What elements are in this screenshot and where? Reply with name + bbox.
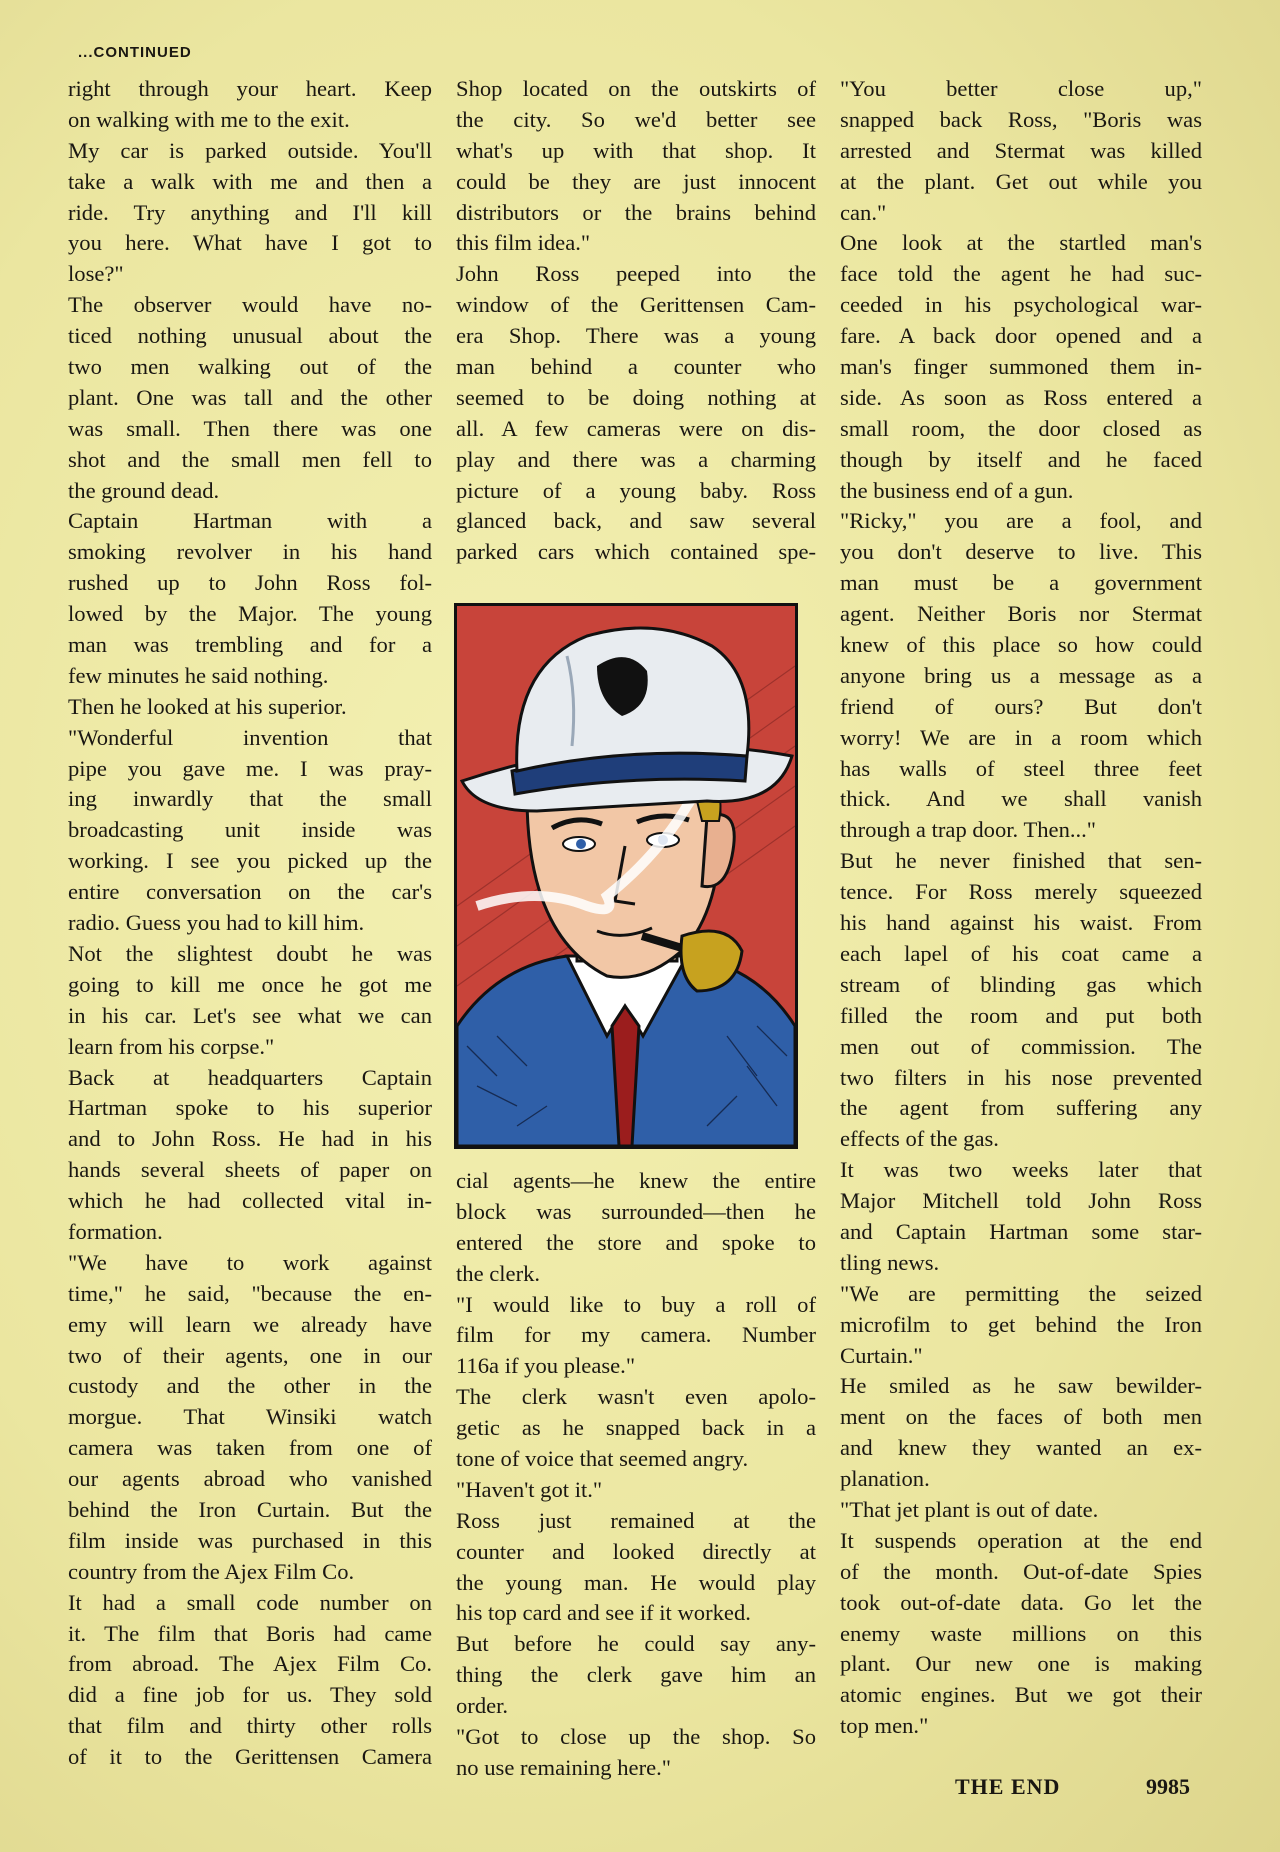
text-line: top men." [840,1713,929,1739]
text-line: tling news. [840,1249,940,1275]
text-line: going to kill me once he got me [68,971,432,997]
text-line: on walking with me to the exit. [68,106,350,132]
text-line: through a trap door. Then..." [840,817,1097,843]
text-line: atomic engines. But we got their [840,1682,1202,1708]
text-line: My car is parked outside. You'll [68,137,432,163]
text-line: Back at headquarters Captain [68,1064,432,1090]
text-line: It was two weeks later that [840,1157,1202,1183]
text-line: One look at the startled man's [840,230,1202,256]
text-line: film for my camera. Number [456,1322,816,1348]
text-line: entire conversation on the car's [68,879,432,905]
text-column-3 [840,74,1202,1742]
text-line: ment on the faces of both men [840,1404,1202,1430]
text-line: that film and thirty other rolls [68,1713,432,1739]
text-line: Ross just remained at the [456,1507,816,1533]
text-line: broadcasting unit inside was [68,817,432,843]
text-line: pipe you gave me. I was pray- [68,755,432,781]
text-line: which he had collected vital in- [68,1188,432,1214]
text-line: It suspends operation at the end [840,1527,1202,1553]
column-2-top-text [456,74,816,568]
text-line: parked cars which contained spe- [456,539,816,565]
text-line: thick. And we shall vanish [840,786,1202,812]
text-line: the ground dead. [68,477,220,503]
text-line: men out of commission. The [840,1033,1202,1059]
text-line: man must be a government [840,570,1202,596]
text-line: and Captain Hartman some star- [840,1218,1202,1244]
text-line: "We are permitting the seized [840,1280,1202,1306]
text-column-1 [68,74,432,1773]
text-line: He smiled as he saw bewilder- [840,1373,1202,1399]
text-line: 116a if you please." [456,1353,636,1379]
text-line: few minutes he said nothing. [68,662,329,688]
text-line: two filters in his nose prevented [840,1064,1202,1090]
text-line: you don't deserve to live. This [840,539,1202,565]
text-line: shot and the small men fell to [68,446,432,472]
text-line: thing the clerk gave him an [456,1662,816,1688]
text-line: order. [456,1693,509,1719]
text-line: was small. Then there was one [68,415,432,441]
text-line: Major Mitchell told John Ross [840,1188,1202,1214]
text-line: the city. So we'd better see [456,106,816,132]
text-line: knew of this place so how could [840,632,1202,658]
text-line: snapped back Ross, "Boris was [840,106,1202,132]
text-line: The clerk wasn't even apolo- [456,1384,816,1410]
text-line: "Wonderful invention that [68,724,432,750]
text-line: morgue. That Winsiki watch [68,1404,432,1430]
text-line: John Ross peeped into the [456,261,816,287]
text-line: each lapel of his coat came a [840,940,1202,966]
text-line: in his car. Let's see what we can [68,1002,432,1028]
text-line: worry! We are in a room which [840,724,1202,750]
text-line: Not the slightest doubt he was [68,940,432,966]
text-line: era Shop. There was a young [456,323,816,349]
text-line: enemy waste millions on this [840,1620,1202,1646]
text-line: friend of ours? But don't [840,693,1202,719]
text-line: take a walk with me and then a [68,168,432,194]
text-line: of it to the Gerittensen Camera [68,1744,432,1770]
text-line: our agents abroad who vanished [68,1466,432,1492]
text-line: took out-of-date data. Go let the [840,1589,1202,1615]
text-line: effects of the gas. [840,1126,999,1152]
text-line: planation. [840,1466,930,1492]
text-line: It had a small code number on [68,1589,432,1615]
text-line: ticed nothing unusual about the [68,323,432,349]
text-line: ceeded in his psychological war- [840,292,1202,318]
text-line: rushed up to John Ross fol- [68,570,432,596]
text-line: "We have to work against [68,1249,432,1275]
text-line: of the month. Out-of-date Spies [840,1558,1202,1584]
text-line: "Ricky," you are a fool, and [840,508,1202,534]
text-line: did a fine job for us. They sold [68,1682,432,1708]
text-line: it. The film that Boris had came [68,1620,432,1646]
text-line: agent. Neither Boris nor Stermat [840,601,1202,627]
text-line: you here. What have I got to [68,230,432,256]
text-line: glanced back, and saw several [456,508,816,534]
text-line: ride. Try anything and I'll kill [68,199,432,225]
text-line: man behind a counter who [456,354,816,380]
text-line: camera was taken from one of [68,1435,432,1461]
the-end-label: THE END [955,1774,1061,1799]
text-line: behind the Iron Curtain. But the [68,1496,432,1522]
text-line: working. I see you picked up the [68,848,432,874]
text-line: block was surrounded—then he [456,1198,816,1224]
detective-portrait-illustration [457,606,795,1146]
text-line: film inside was purchased in this [68,1527,432,1553]
text-line: the young man. He would play [456,1569,816,1595]
text-line: no use remaining here." [456,1754,672,1780]
text-line: Then he looked at his superior. [68,693,347,719]
text-line: learn from his corpse." [68,1033,275,1059]
text-line: stream of blinding gas which [840,971,1202,997]
text-line: Curtain." [840,1342,923,1368]
text-line: at the plant. Get out while you [840,168,1202,194]
text-line: face told the agent he had suc- [840,261,1202,287]
text-line: could be they are just innocent [456,168,816,194]
text-line: tence. For Ross merely squeezed [840,879,1202,905]
text-line: Captain Hartman with a [68,508,432,534]
page-code-number: 9985 [1146,1774,1190,1799]
text-line: counter and looked directly at [456,1538,816,1564]
text-line: radio. Guess you had to kill him. [68,910,365,936]
text-line: plant. One was tall and the other [68,384,432,410]
text-line: distributors or the brains behind [456,199,816,225]
text-line: microfilm to get behind the Iron [840,1311,1202,1337]
text-line: side. As soon as Ross entered a [840,384,1202,410]
text-line: smoking revolver in his hand [68,539,432,565]
text-line: can." [840,199,887,225]
text-line: his top card and see if it worked. [456,1600,751,1626]
text-line: "Got to close up the shop. So [456,1724,816,1750]
text-line: the business end of a gun. [840,477,1074,503]
text-line: seemed to be doing nothing at [456,384,816,410]
text-line: though by itself and he faced [840,446,1202,472]
text-line: the agent from suffering any [840,1095,1202,1121]
text-line: entered the store and spoke to [456,1229,816,1255]
text-line: man's finger summoned them in- [840,354,1202,380]
text-line: all. A few cameras were on dis- [456,415,816,441]
text-line: But before he could say any- [456,1631,816,1657]
text-line: cial agents—he knew the entire [456,1168,816,1193]
text-line: hands several sheets of paper on [68,1157,432,1183]
text-line: country from the Ajex Film Co. [68,1558,355,1584]
continued-label: ...CONTINUED [78,44,192,61]
text-line: has walls of steel three feet [840,755,1202,781]
text-line: filled the room and put both [840,1002,1202,1028]
text-line: tone of voice that seemed angry. [456,1446,749,1472]
text-column-2 [456,74,816,1780]
text-line: But he never finished that sen- [840,848,1202,874]
text-line: two men walking out of the [68,354,432,380]
text-line: arrested and Stermat was killed [840,137,1202,163]
text-line: small room, the door closed as [840,415,1202,441]
text-line: "That jet plant is out of date. [840,1496,1099,1522]
text-line: plant. Our new one is making [840,1651,1202,1677]
text-line: fare. A back door opened and a [840,323,1202,349]
text-line: "Haven't got it." [456,1476,603,1502]
text-line: the clerk. [456,1260,541,1286]
text-line: anyone bring us a message as a [840,662,1202,688]
text-line: lowed by the Major. The young [68,601,432,627]
text-line: time," he said, "because the en- [68,1280,432,1306]
text-line: what's up with that shop. It [456,137,816,163]
text-line: picture of a young baby. Ross [456,477,816,503]
text-line: The observer would have no- [68,292,432,318]
text-line: right through your heart. Keep [68,76,432,101]
text-line: and knew they wanted an ex- [840,1435,1202,1461]
text-line: this film idea." [456,230,591,256]
text-line: formation. [68,1218,163,1244]
text-line: "I would like to buy a roll of [456,1291,816,1317]
text-line: from abroad. The Ajex Film Co. [68,1651,432,1677]
text-line: his hand against his waist. From [840,910,1202,936]
text-line: custody and the other in the [68,1373,432,1399]
text-line: Shop located on the outskirts of [456,76,816,101]
text-line: lose?" [68,261,124,287]
illustration-panel [454,603,798,1149]
text-line: getic as he snapped back in a [456,1415,816,1441]
text-line: man was trembling and for a [68,632,432,658]
text-line: ing inwardly that the small [68,786,432,812]
column-2-bottom-text [456,1166,816,1784]
text-line: window of the Gerittensen Cam- [456,292,816,318]
text-line: two of their agents, one in our [68,1342,432,1368]
text-line: and to John Ross. He had in his [68,1126,432,1152]
text-line: play and there was a charming [456,446,816,472]
text-line: Hartman spoke to his superior [68,1095,432,1121]
text-line: emy will learn we already have [68,1311,432,1337]
text-line: "You better close up," [840,76,1202,101]
